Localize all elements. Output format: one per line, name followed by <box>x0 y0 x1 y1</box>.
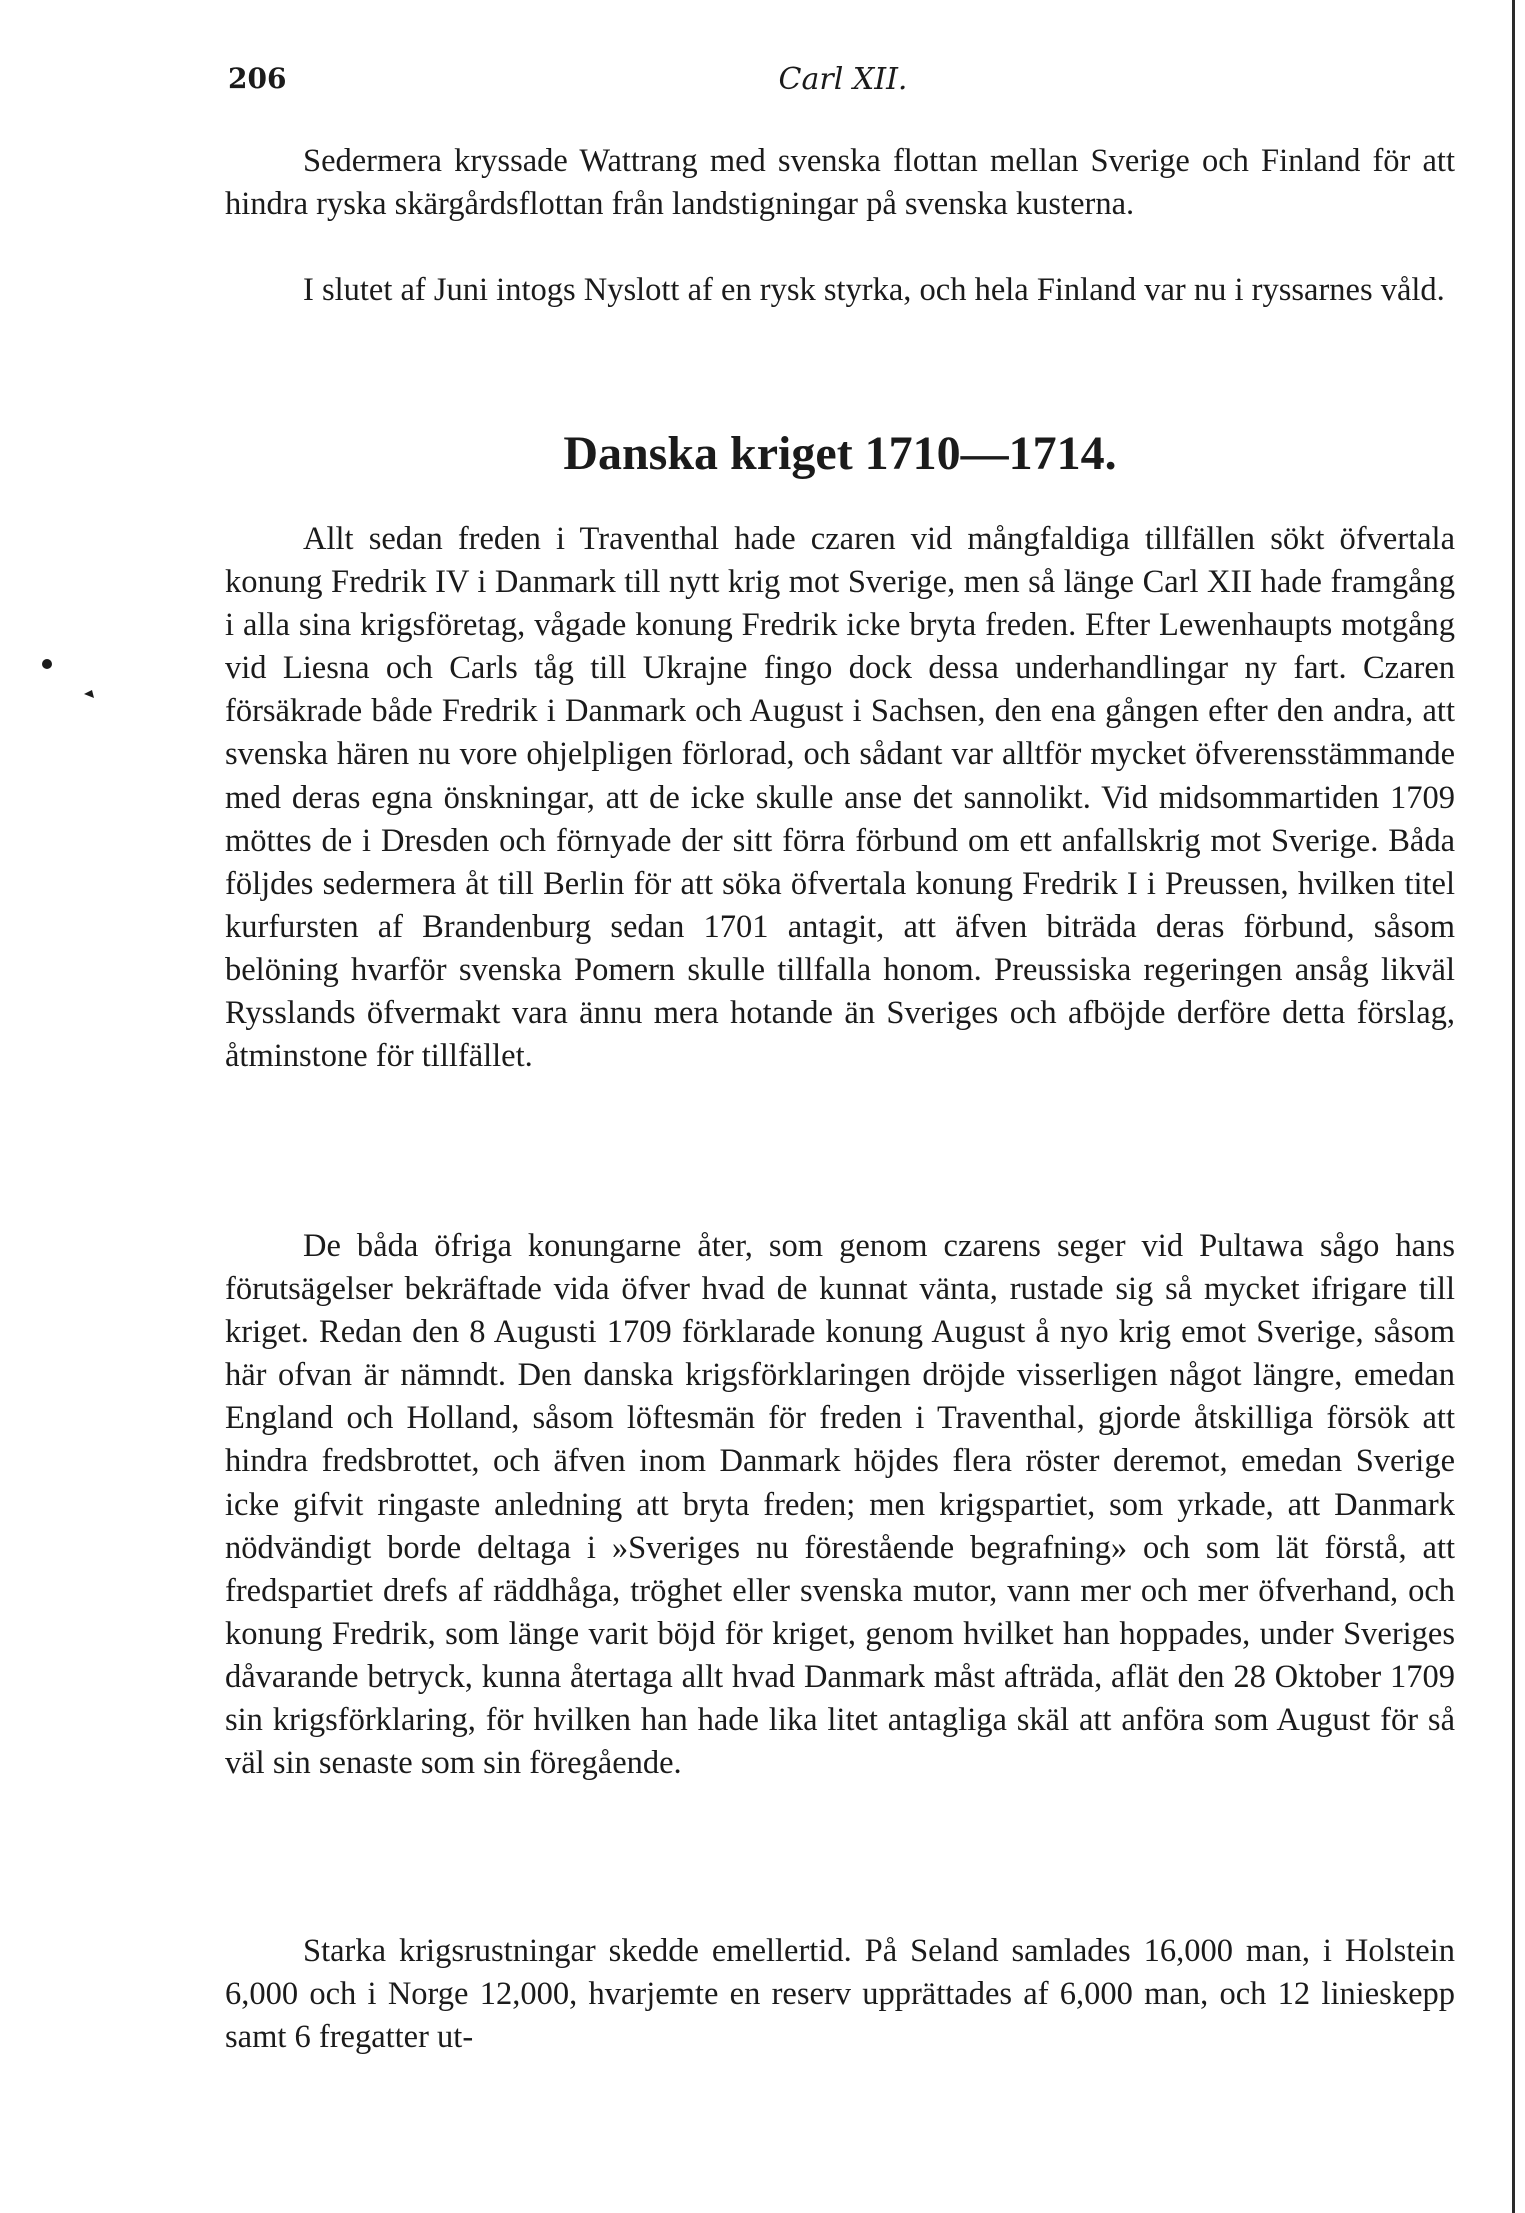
paragraph: I slutet af Juni intogs Nyslott af en rysk styrka, och hela Finland var nu i ryssarnes våld. <box>303 272 1445 308</box>
paragraph: Starka krigsrustningar skedde emellertid. På Seland samlades 16,000 man, i Holstein 6,000 och i Norge 12,000, hvarjemte en reserv upprättades af 6,000 man, och 12 linieskepp samt 6 fregatter ut- <box>225 1933 1455 2056</box>
running-title: Carl XII. <box>778 62 908 97</box>
page-number: 206 <box>228 62 287 95</box>
page-header <box>228 62 1458 112</box>
section-heading: Danska kriget 1710—1714. <box>563 427 1117 480</box>
paragraph: De båda öfriga konungarne åter, som genom czarens seger vid Pultawa sågo hans förutsägelser bekräftade vida öfver hvad de kunnat vänta, rustade sig så mycket ifrigare till kriget. Redan den 8 Augusti 1709 förklarade konung August å nyo krig emot Sverige, såsom här ofvan är nämndt. Den danska krigsförklaringen dröjde visserligen något längre, emedan England och Holland, såsom löftesmän för freden i Traventhal, gjorde åtskilliga försök att hindra fredsbrottet, och äfven inom Danmark höjdes flera röster deremot, emedan Sverige icke gifvit ringaste anledning att bryta freden; men krigspartiet, som yrkade, att Danmark nödvändigt borde deltaga i »Sveriges nu förestående begrafning» och som lät förstå, att fredspartiet drefs af räddhåga, tröghet eller svenska mutor, vann mer och mer öfverhand, och konung Fredrik, som länge varit böjd för kriget, genom hvilket han hoppades, under Sveriges dåvarande betryck, kunna återtaga allt hvad Danmark måst afträda, aflät den 28 Oktober 1709 sin krigsförklaring, för hvilken han hade lika litet antagliga skäl att anföra som August för så väl sin senaste som sin föregående. <box>225 1228 1455 1782</box>
ink-dot <box>42 659 52 669</box>
ink-mark <box>84 690 94 698</box>
paragraph: Sedermera kryssade Wattrang med svenska flottan mellan Sverige och Finland för att hindra ryska skärgårdsflottan från landstigningar på svenska kusterna. <box>225 143 1455 223</box>
paragraph: Allt sedan freden i Traventhal hade czaren vid mångfaldiga tillfällen sökt öfvertala konung Fredrik IV i Danmark till nytt krig mot Sverige, men så länge Carl XII hade framgång i alla sina krigsföretag, vågade konung Fredrik icke bryta freden. Efter Lewenhaupts motgång vid Liesna och Carls tåg till Ukrajne fingo dock dessa underhandlingar ny fart. Czaren försäkrade både Fredrik i Danmark och August i Sachsen, den ena gången efter den andra, att svenska hären nu vore ohjelpligen förlorad, och sådant var alltför mycket öfverensstämmande med deras egna önskningar, att de icke skulle anse det sannolikt. Vid midsommartiden 1709 möttes de i Dresden och förnyade der sitt förra förbund om ett anfallskrig mot Sverige. Båda följdes sedermera åt till Berlin för att söka öfvertala konung Fredrik I i Preussen, hvilken titel kurfursten af Brandenburg sedan 1701 antagit, att äfven biträda deras förbund, såsom belöning hvarför svenska Pomern skulle tillfalla honom. Preussiska regeringen ansåg likväl Rysslands öfvermakt vara ännu mera hotande än Sveriges och afböjde derföre detta förslag, åtminstone för tillfället. <box>225 521 1455 1075</box>
page-edge <box>1512 0 1515 2213</box>
margin-specks <box>38 652 98 702</box>
